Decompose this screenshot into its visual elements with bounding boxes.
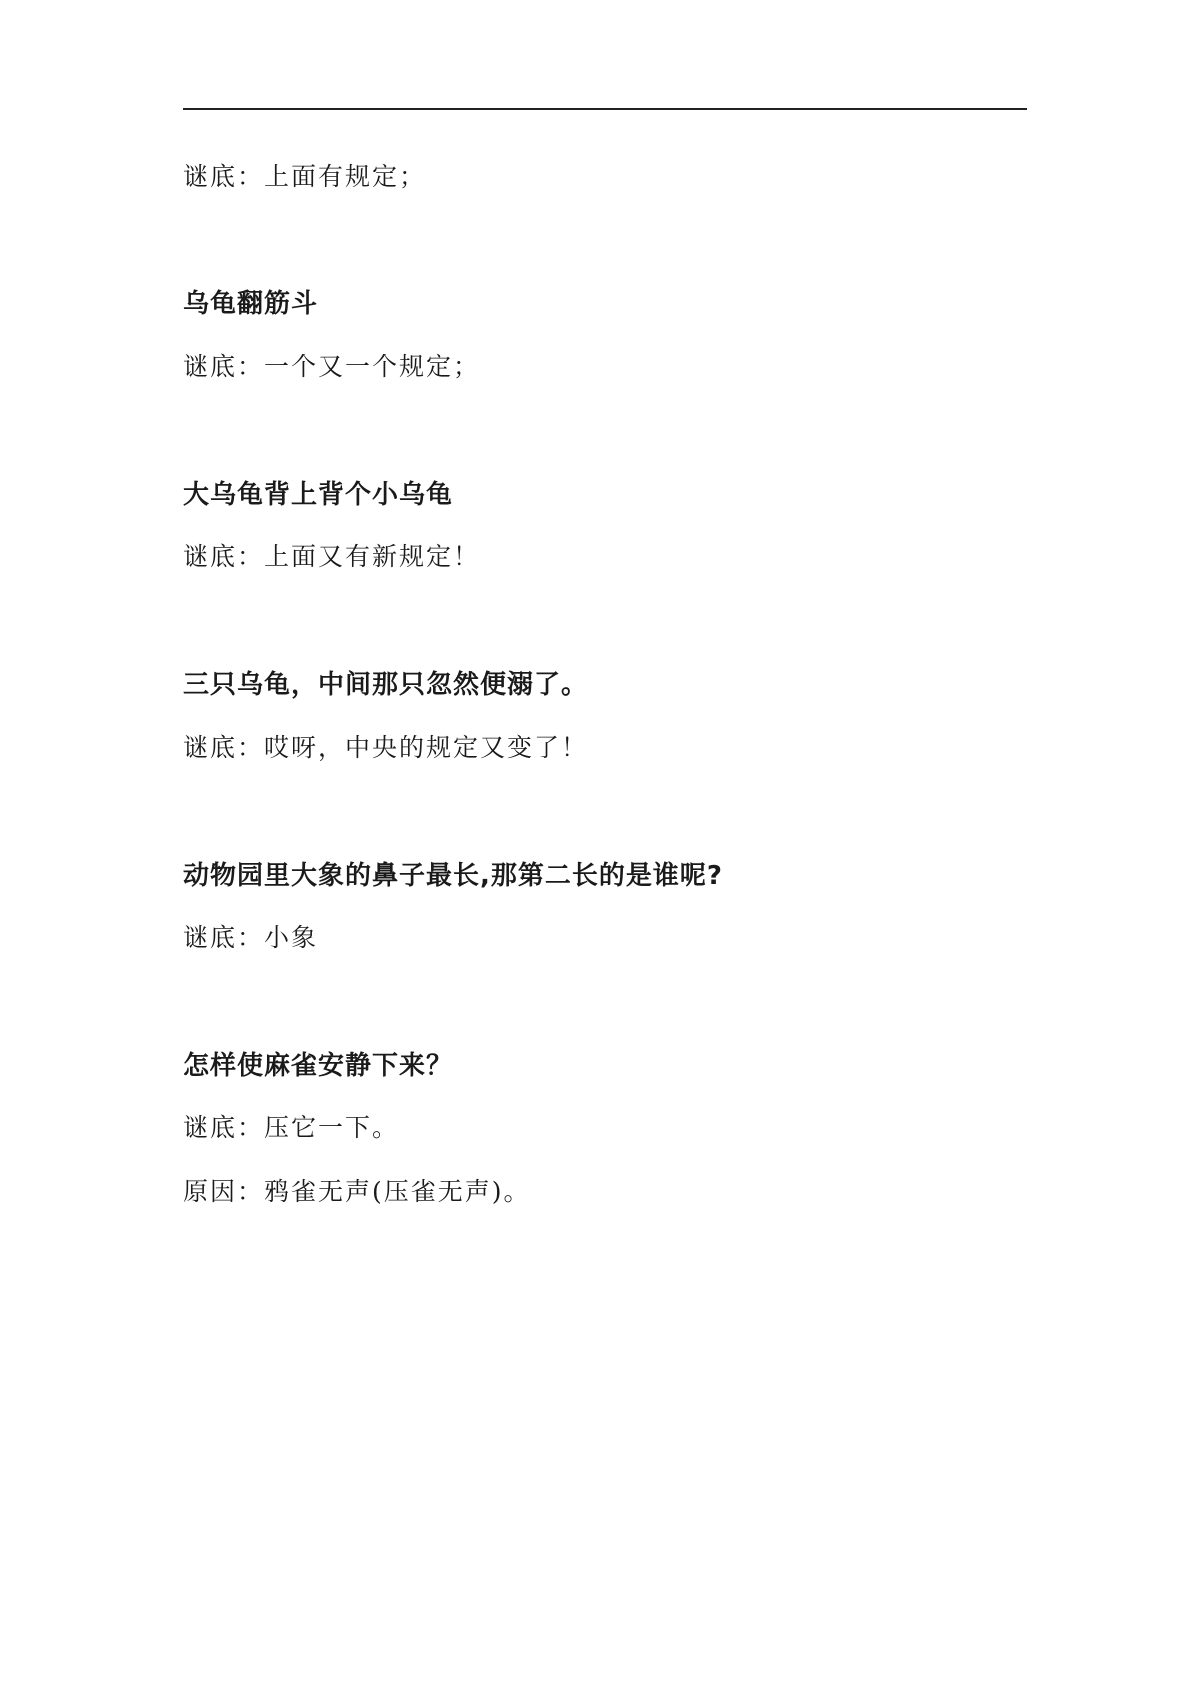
riddle-4-answer: 谜底：小象: [183, 923, 319, 952]
riddle-1-answer: 谜底：一个又一个规定；: [183, 352, 481, 381]
riddle-5-question: 怎样使麻雀安静下来？: [183, 1051, 454, 1081]
riddle-2-answer: 谜底：上面又有新规定！: [183, 542, 481, 571]
riddle-1-question: 乌龟翻筋斗: [183, 289, 319, 319]
riddle-2-question: 大乌龟背上背个小乌龟: [183, 480, 454, 510]
header-rule: [183, 108, 1027, 110]
riddle-4-question: 动物园里大象的鼻子最长,那第二长的是谁呢?: [183, 861, 723, 891]
riddle-0-answer: 谜底：上面有规定；: [183, 162, 427, 191]
riddle-3-question: 三只乌龟，中间那只忽然便溺了。: [183, 670, 589, 700]
riddle-5-answer: 谜底：压它一下。: [183, 1113, 400, 1142]
riddle-3-answer: 谜底：哎呀，中央的规定又变了！: [183, 733, 589, 762]
riddle-5-reason: 原因：鸦雀无声(压雀无声)。: [183, 1177, 531, 1206]
